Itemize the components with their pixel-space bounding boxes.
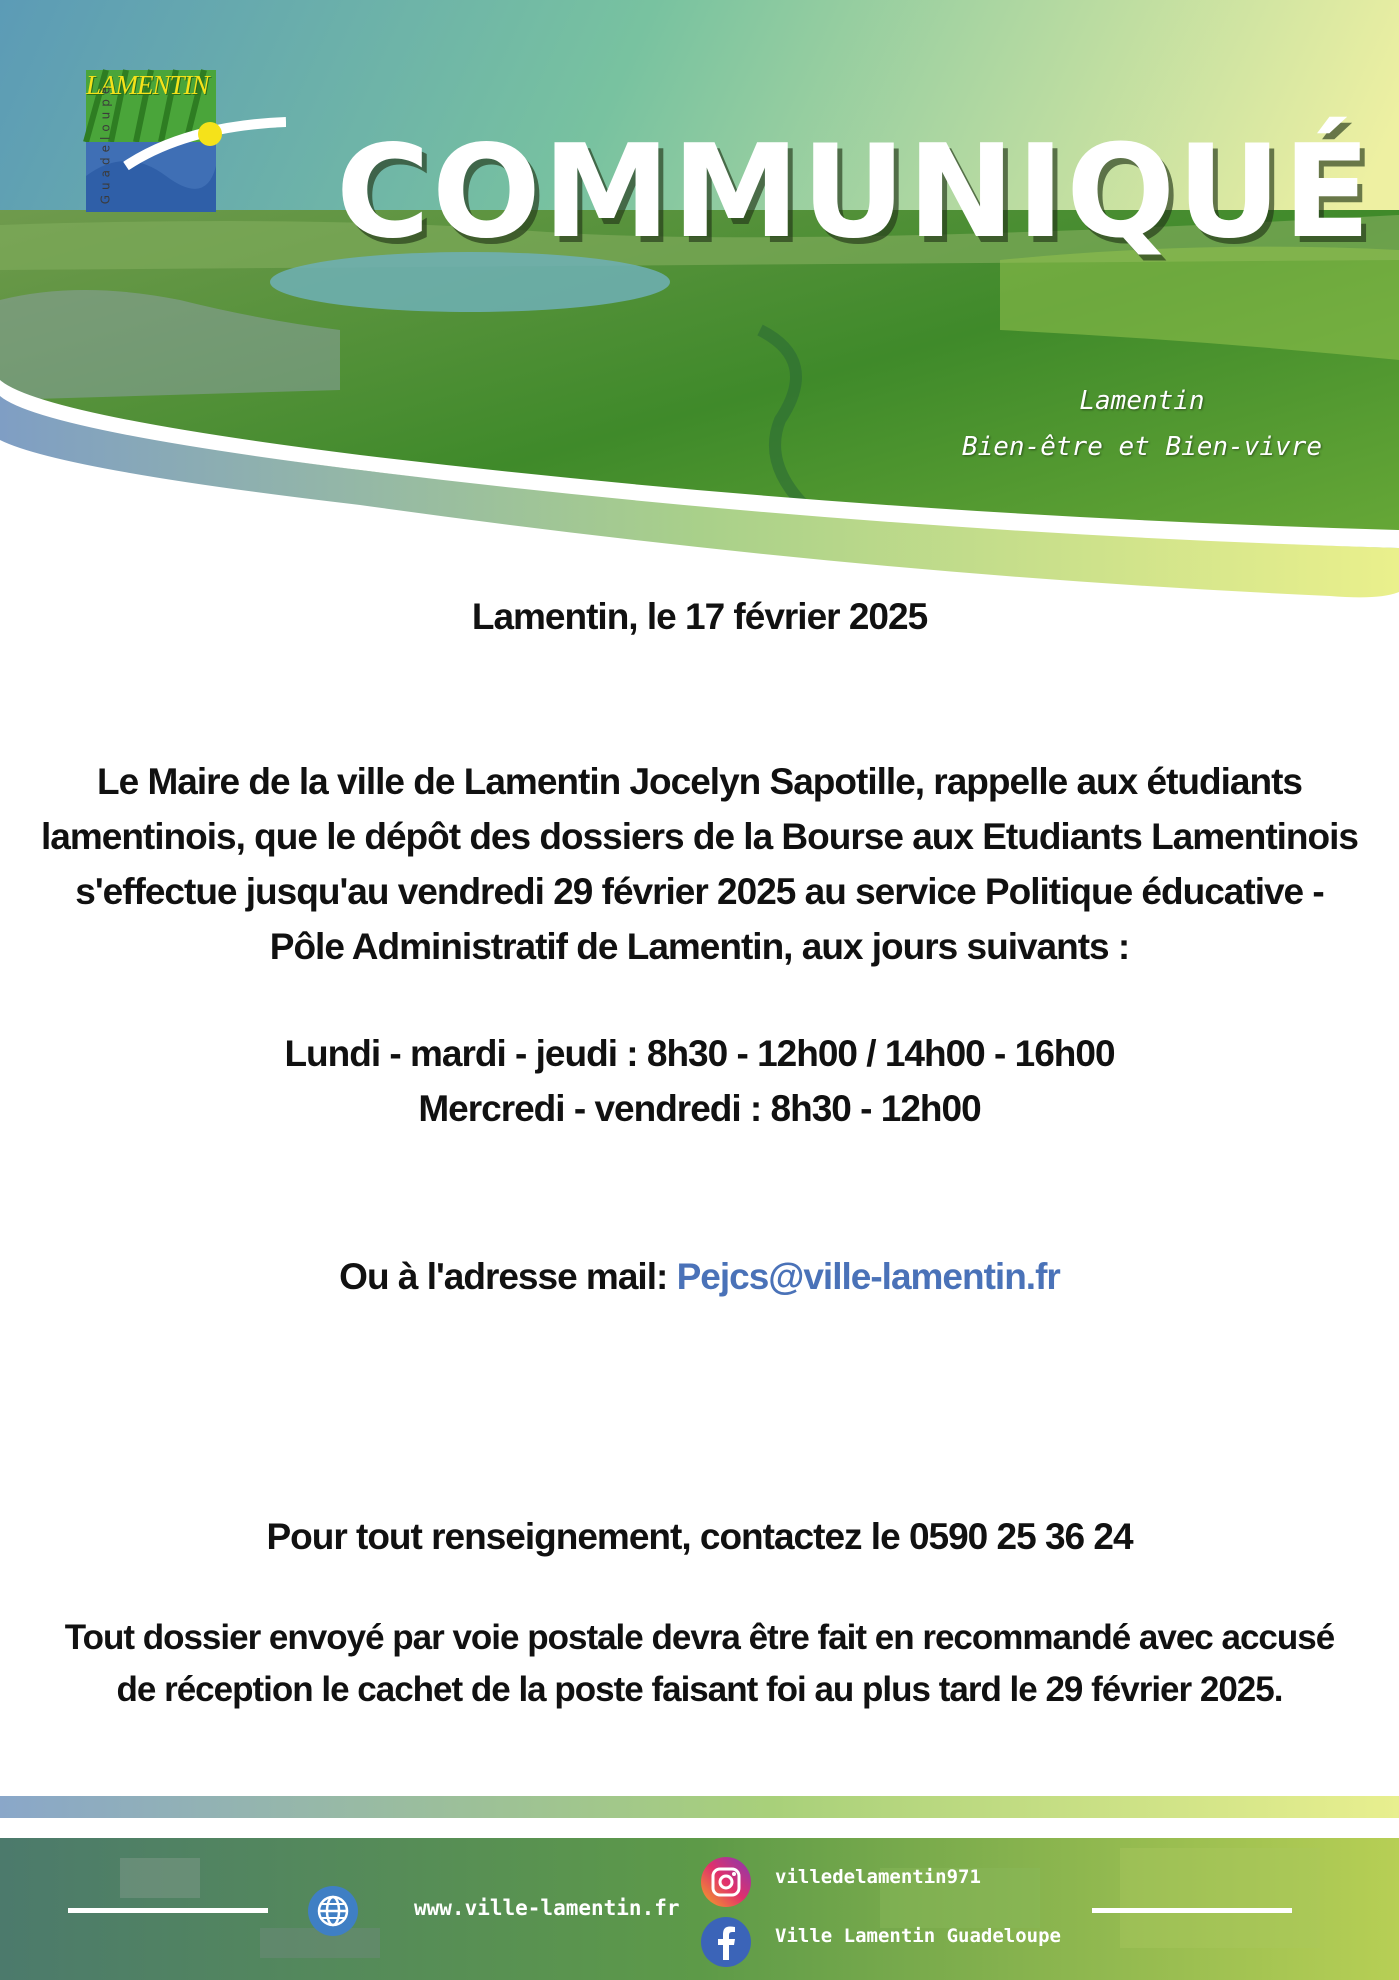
footer-gradient-stripe	[0, 1796, 1399, 1818]
footer-divider-right	[1092, 1908, 1292, 1913]
email-label: Ou à l'adresse mail:	[339, 1256, 677, 1297]
tagline-line2: Bien-être et Bien-vivre	[961, 432, 1322, 462]
header-banner	[0, 0, 1399, 610]
instagram-handle[interactable]: villedelamentin971	[775, 1866, 981, 1888]
date-line: Lamentin, le 17 février 2025	[471, 596, 928, 637]
facebook-page[interactable]: Ville Lamentin Guadeloupe	[775, 1925, 1061, 1947]
facebook-icon[interactable]	[700, 1916, 752, 1968]
globe-icon[interactable]	[307, 1885, 359, 1937]
page-title: COMMUNIQUÉ	[336, 118, 1373, 267]
website-link[interactable]: www.ville-lamentin.fr	[414, 1896, 680, 1920]
tagline-line1: Lamentin	[1079, 386, 1205, 416]
footer	[0, 1838, 1399, 1980]
phone-line: Pour tout renseignement, contactez le 0590 25 36 24	[266, 1516, 1133, 1557]
main-line: Pôle Administratif de Lamentin, aux jours suivants :	[269, 926, 1130, 967]
footer-divider-left	[68, 1908, 268, 1913]
tagline	[962, 378, 1322, 470]
main-line: Le Maire de la ville de Lamentin Jocelyn Sapotille, rappelle aux étudiants	[97, 761, 1302, 802]
hours-line: Mercredi - vendredi : 8h30 - 12h00	[418, 1088, 981, 1129]
lamentin-logo	[66, 66, 286, 216]
opening-hours	[0, 1026, 1399, 1136]
main-line: lamentinois, que le dépôt des dossiers de la Bourse aux Etudiants Lamentinois	[41, 816, 1358, 857]
communique-body	[0, 596, 1399, 1716]
main-line: s'effectue jusqu'au vendredi 29 février 2025 au service Politique éducative -	[75, 871, 1324, 912]
logo-region-text: Guadeloupe	[98, 81, 113, 205]
hours-line: Lundi - mardi - jeudi : 8h30 - 12h00 / 14h00 - 16h00	[284, 1033, 1115, 1074]
note-line: Tout dossier envoyé par voie postale devra être fait en recommandé avec accusé	[64, 1618, 1335, 1657]
postal-note	[0, 1612, 1399, 1716]
main-paragraph	[0, 754, 1399, 974]
email-line	[0, 1256, 1399, 1298]
logo-text: LAMENTIN	[86, 70, 209, 100]
instagram-icon[interactable]	[700, 1856, 752, 1908]
email-link[interactable]: Pejcs@ville-lamentin.fr	[676, 1256, 1060, 1297]
note-line: de réception le cachet de la poste faisant foi au plus tard le 29 février 2025.	[116, 1670, 1283, 1709]
